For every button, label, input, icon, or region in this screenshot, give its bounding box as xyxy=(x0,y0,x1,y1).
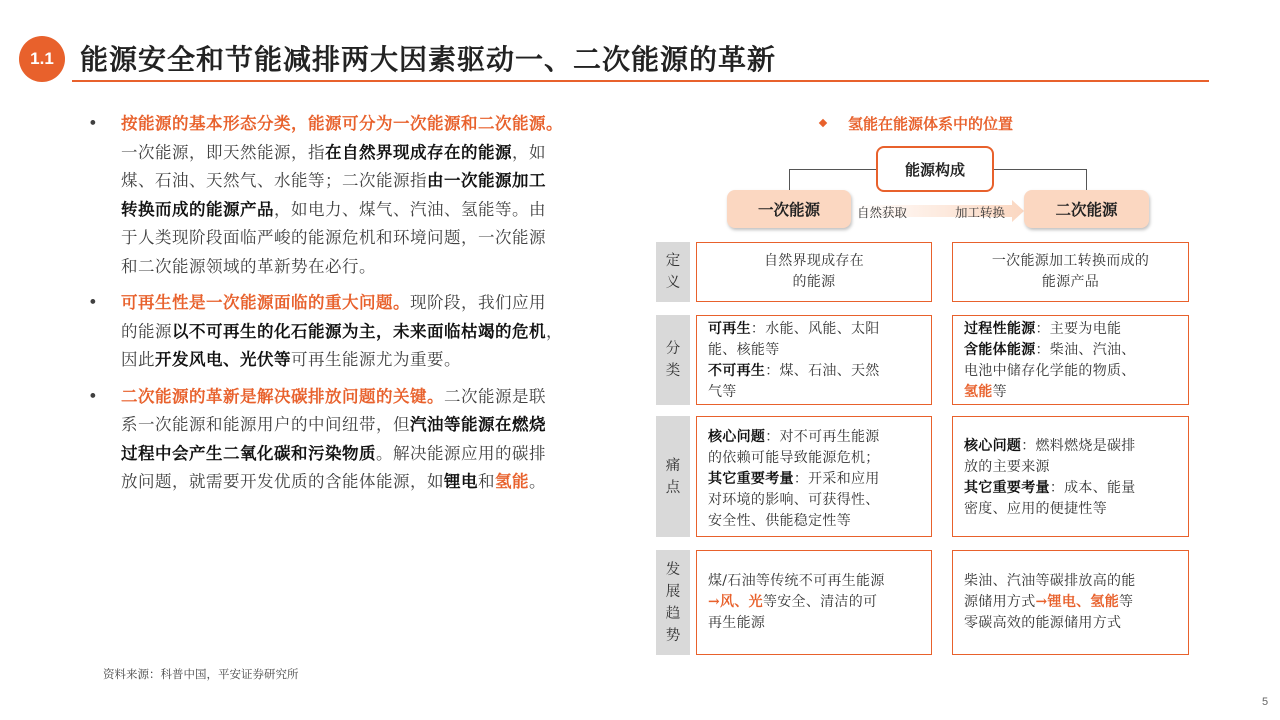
cell-primary-trend xyxy=(696,550,932,655)
cell-secondary-classification xyxy=(952,315,1189,405)
text-line: 再生能源 xyxy=(708,615,766,631)
text-line: 放的主要来源 xyxy=(964,459,1050,475)
root-node-box: 能源构成 xyxy=(876,146,994,192)
text-line: 源储用方式→锂电、氢能等 xyxy=(964,594,1134,610)
text-line: 可再生性是一次能源面临的重大问题。现阶段，我们应用 xyxy=(121,293,546,312)
bullet-text xyxy=(121,383,606,497)
text-line: →风、光等安全、清洁的可 xyxy=(708,594,878,610)
text-line: 零碳高效的能源储用方式 xyxy=(964,615,1122,631)
cell-secondary-definition xyxy=(952,242,1189,302)
text-line: 的能源 xyxy=(792,274,836,290)
bullet-item xyxy=(86,383,606,497)
text-line: 氢能等 xyxy=(964,384,1007,400)
text-line: 的依赖可能导致能源危机； xyxy=(708,450,880,466)
cell-secondary-pain-points xyxy=(952,416,1189,537)
bullet-dot-icon: • xyxy=(88,386,99,406)
text-line: 二次能源的革新是解决碳排放问题的关键。二次能源是联 xyxy=(121,386,546,406)
text-line: 因此开发风电、光伏等可再生能源尤为重要。 xyxy=(121,350,461,369)
text-line: 煤/石油等传统不可再生能源 xyxy=(708,573,885,589)
secondary-energy-box: 二次能源 xyxy=(1024,190,1149,228)
text-line: 一次能源加工转换而成的 xyxy=(991,253,1150,269)
source-note: 资料来源：科普中国，平安证券研究所 xyxy=(103,667,299,681)
diagram-title-text: 氢能在能源体系中的位置 xyxy=(848,115,1014,133)
tree-connector xyxy=(1086,169,1087,191)
bullet-dot-icon: • xyxy=(88,293,99,312)
text-line: 其它重要考量：开采和应用 xyxy=(708,471,880,487)
text-line: 放问题，就需要开发优质的含能体能源，如锂电和氢能。 xyxy=(121,472,546,491)
arrow-label-natural: 自然获取 xyxy=(857,205,908,220)
text-line: 不可再生：煤、石油、天然 xyxy=(708,363,880,379)
text-line: 安全性、供能稳定性等 xyxy=(708,513,851,529)
row-label-trend: 发展趋势 xyxy=(656,550,690,655)
bullet-dot-icon: • xyxy=(88,114,99,133)
text-line: 其它重要考量：成本、能量 xyxy=(964,480,1136,496)
text-line: 系一次能源和能源用户的中间纽带，但汽油等能源在燃烧 xyxy=(121,415,546,434)
text-line: 密度、应用的便捷性等 xyxy=(964,501,1107,517)
row-label-definition: 定义 xyxy=(656,242,690,302)
text-line: 按能源的基本形态分类，能源可分为一次能源和二次能源。 xyxy=(121,114,563,133)
text-line: 煤、石油、天然气、水能等；二次能源指由一次能源加工 xyxy=(121,171,546,190)
text-line: 能源产品 xyxy=(1041,274,1100,290)
title-divider xyxy=(72,80,1209,82)
bullet-item xyxy=(86,110,606,281)
text-line: 的能源以不可再生的化石能源为主，未来面临枯竭的危机， xyxy=(121,321,563,341)
arrow-label-process: 加工转换 xyxy=(955,205,1006,220)
row-label-classification: 分类 xyxy=(656,315,690,405)
primary-energy-box: 一次能源 xyxy=(727,190,851,228)
bullet-list xyxy=(86,110,606,505)
cell-primary-pain-points xyxy=(696,416,932,537)
text-line: 一次能源，即天然能源，指在自然界现成存在的能源，如 xyxy=(121,142,546,162)
tree-connector xyxy=(789,169,790,191)
section-number-badge: 1.1 xyxy=(19,36,65,82)
row-label-pain-points: 痛点 xyxy=(656,416,690,537)
cell-primary-definition xyxy=(696,242,932,302)
text-line: 和二次能源领域的革新势在必行。 xyxy=(121,256,376,276)
diamond-bullet-icon xyxy=(819,119,827,127)
text-line: 含能体能源：柴油、汽油、 xyxy=(964,342,1136,358)
text-line: 核心问题：燃料燃烧是碳排 xyxy=(964,438,1136,454)
bullet-item xyxy=(86,289,606,375)
text-line: 柴油、汽油等碳排放高的能 xyxy=(964,573,1136,589)
cell-secondary-trend xyxy=(952,550,1189,655)
page-title: 能源安全和节能减排两大因素驱动一、二次能源的革新 xyxy=(80,43,777,76)
text-line: 过程性能源：主要为电能 xyxy=(964,321,1122,337)
cell-primary-classification xyxy=(696,315,932,405)
text-line: 转换而成的能源产品，如电力、煤气、汽油、氢能等。由 xyxy=(121,199,546,219)
text-line: 可再生：水能、风能、太阳 xyxy=(708,321,880,337)
text-line: 过程中会产生二氧化碳和污染物质。解决能源应用的碳排 xyxy=(121,443,546,463)
text-line: 能、核能等 xyxy=(708,342,780,358)
text-line: 于人类现阶段面临严峻的能源危机和环境问题，一次能源 xyxy=(121,228,546,247)
text-line: 电池中储存化学能的物质、 xyxy=(964,363,1136,379)
diagram-title xyxy=(820,113,1013,134)
text-line: 气等 xyxy=(708,384,737,400)
text-line: 自然界现成存在 xyxy=(763,253,865,269)
bullet-text xyxy=(121,110,606,281)
page-number: 5 xyxy=(1262,696,1269,708)
text-line: 对环境的影响、可获得性、 xyxy=(708,492,880,508)
bullet-text xyxy=(121,289,606,375)
text-line: 核心问题：对不可再生能源 xyxy=(708,429,880,445)
